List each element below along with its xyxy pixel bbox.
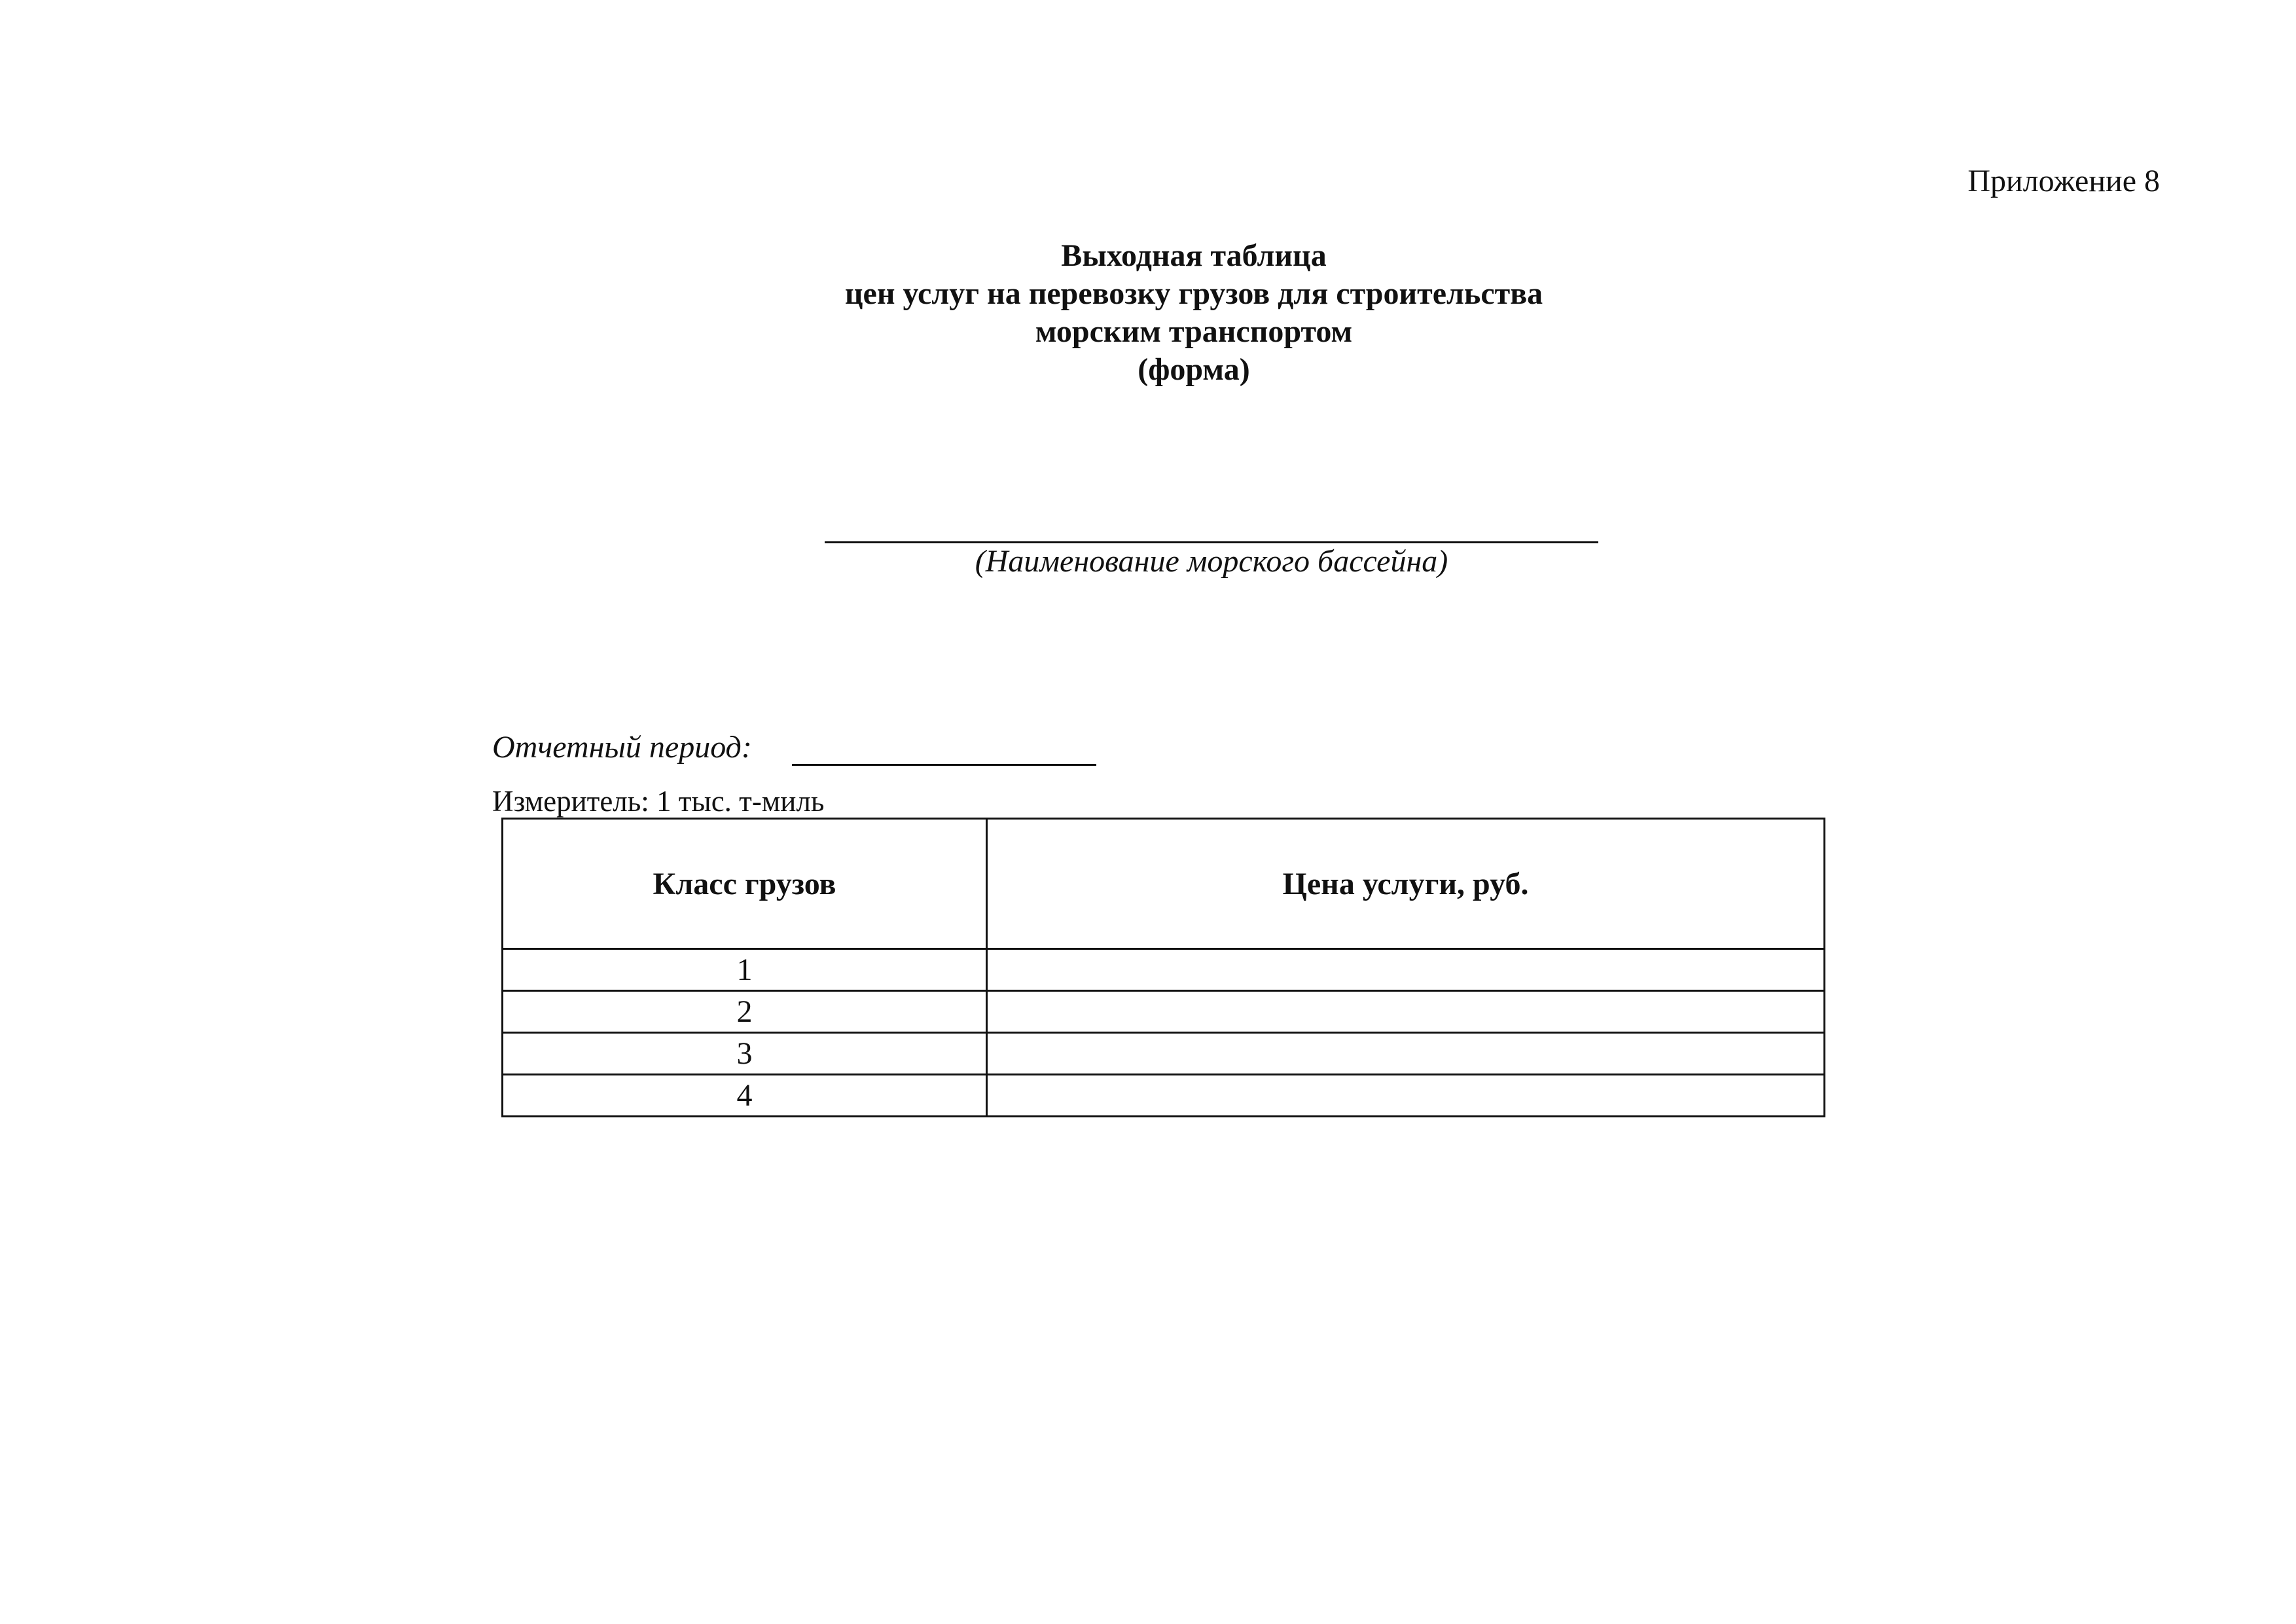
price-cell[interactable] bbox=[987, 949, 1825, 991]
header-service-price: Цена услуги, руб. bbox=[987, 819, 1825, 949]
price-cell[interactable] bbox=[987, 1033, 1825, 1075]
title-line: морским транспортом bbox=[1035, 314, 1353, 349]
reporting-period-blank-line[interactable] bbox=[792, 764, 1096, 766]
document-title bbox=[655, 237, 1733, 389]
title-line: цен услуг на перевозку грузов для строительства bbox=[844, 276, 1543, 311]
basin-name-caption: (Наименование морского бассейна) bbox=[975, 544, 1448, 579]
cargo-class-cell: 1 bbox=[503, 949, 987, 991]
price-cell[interactable] bbox=[987, 1075, 1825, 1117]
table-row bbox=[503, 991, 1825, 1033]
table-row bbox=[503, 1075, 1825, 1117]
unit-label: Измеритель: 1 тыс. т-миль bbox=[492, 785, 825, 818]
appendix-label: Приложение 8 bbox=[1967, 164, 2160, 198]
cargo-class-cell: 3 bbox=[503, 1033, 987, 1075]
header-cargo-class: Класс грузов bbox=[503, 819, 987, 949]
reporting-period-label: Отчетный период: bbox=[492, 730, 752, 765]
table-row bbox=[503, 1033, 1825, 1075]
cargo-class-cell: 2 bbox=[503, 991, 987, 1033]
title-line: Выходная таблица bbox=[1061, 238, 1327, 273]
title-line: (форма) bbox=[1138, 352, 1250, 387]
table-row bbox=[503, 949, 1825, 991]
price-table bbox=[501, 818, 1825, 1117]
price-cell[interactable] bbox=[987, 991, 1825, 1033]
table-header-row bbox=[503, 819, 1825, 949]
cargo-class-cell: 4 bbox=[503, 1075, 987, 1117]
